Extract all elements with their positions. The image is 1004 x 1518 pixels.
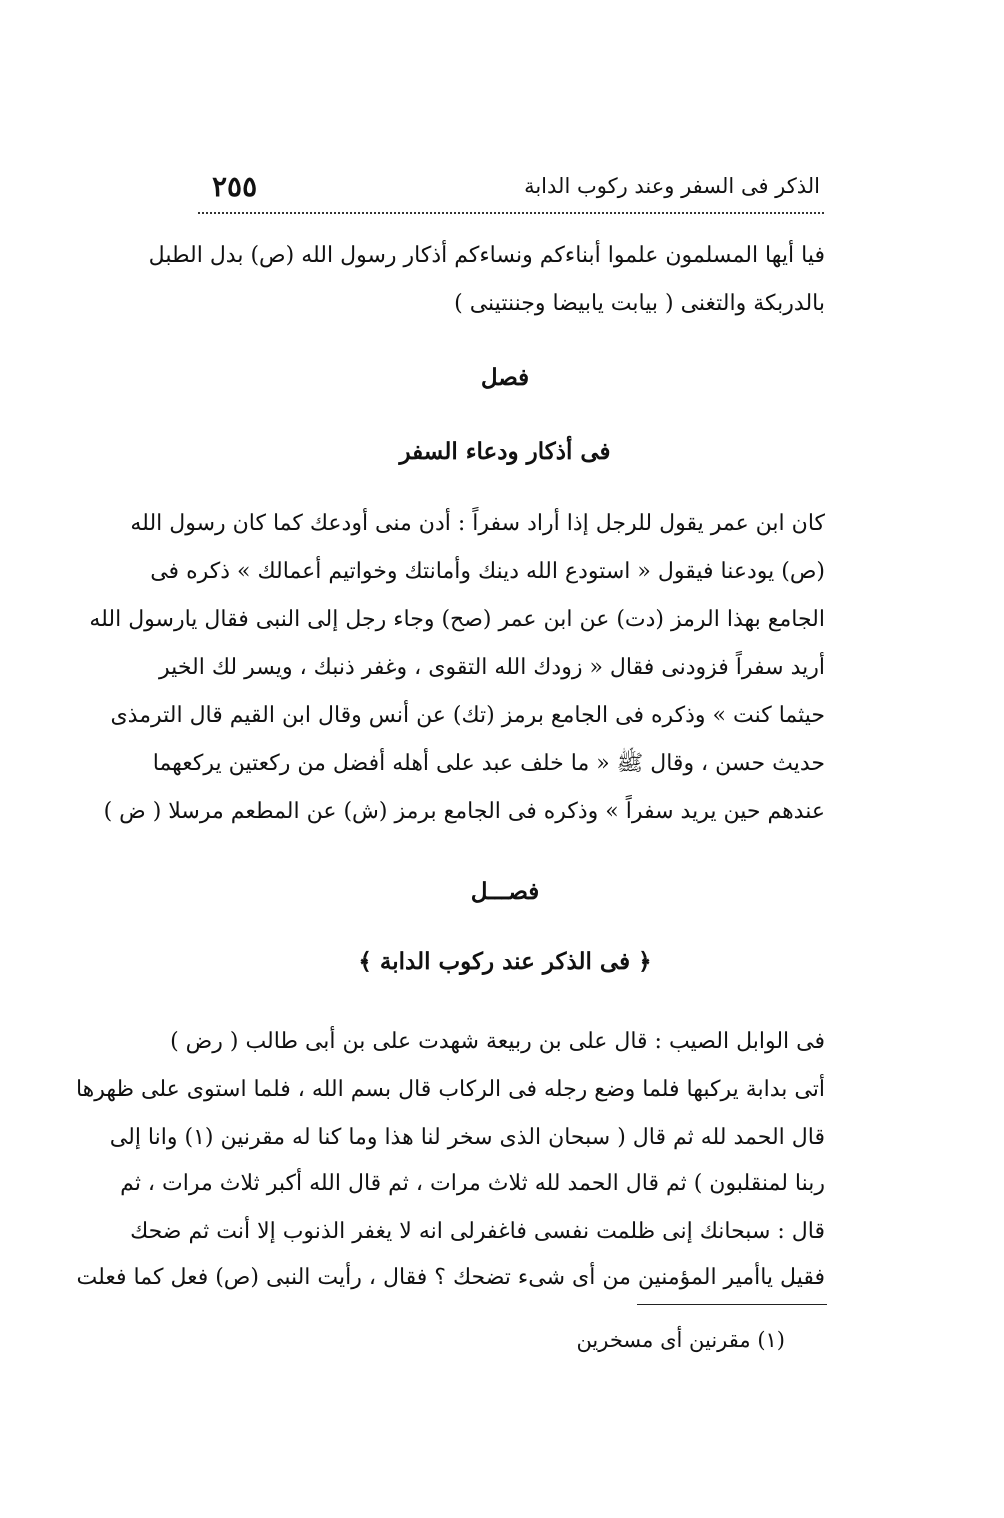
paragraph-line: فى الوابل الصيب : قال على بن ربيعة شهدت على بن أبى طالب ( رض ) (170, 1029, 825, 1054)
paragraph-line: حيثما كنت » وذكره فى الجامع برمز (تك) عن أنس وقال ابن القيم قال الترمذى (110, 703, 825, 728)
paragraph-line: أتى بدابة يركبها فلما وضع رجله فى الركاب قال بسم الله ، فلما استوى على ظهرها (75, 1077, 825, 1102)
header-divider (198, 212, 824, 214)
paragraph-line: حديث حسن ، وقال ﷺ « ما خلف عبد على أهله أفضل من ركعتين يركعهما (152, 751, 825, 776)
paragraph-line: عندهم حين يريد سفراً » وذكره فى الجامع برمز (ش) عن المطعم مرسلا ( ض ) (103, 799, 825, 824)
paragraph-line: قال : سبحانك إنى ظلمت نفسى فاغفرلى انه لا يغفر الذنوب إلا أنت ثم ضحك (130, 1219, 825, 1244)
section-subtitle: فى أذكار ودعاء السفر (399, 438, 611, 465)
paragraph-line: ربنا لمنقلبون ) ثم قال الحمد لله ثلاث مرات ، ثم قال الله أكبر ثلاث مرات ، ثم (120, 1171, 825, 1196)
section-title: فصـــل (470, 878, 540, 905)
footnote-divider (637, 1304, 827, 1305)
paragraph-line: (ص) يودعنا فيقول « استودع الله دينك وأمانتك وخواتيم أعمالك » ذكره فى (150, 559, 825, 584)
page-header (200, 170, 820, 210)
footnote: (١) مقرنين أى مسخرين (576, 1328, 785, 1352)
paragraph-line: قال الحمد لله ثم قال ( سبحان الذى سخر لنا هذا وما كنا له مقرنين (١) وانا إلى (109, 1125, 825, 1150)
paragraph-line: فقيل ياأمير المؤمنين من أى شىء تضحك ؟ فقال ، رأيت النبى (ص) فعل كما فعلت (76, 1265, 825, 1290)
section-title: فصل (480, 364, 530, 391)
running-title: الذكر فى السفر وعند ركوب الدابة (524, 174, 820, 198)
paragraph-line: كان ابن عمر يقول للرجل إذا أراد سفراً : أدن منى أودعك كما كان رسول الله (130, 511, 825, 536)
page-number: ٢٥٥ (212, 170, 258, 203)
intro-line: فيا أيها المسلمون علموا أبناءكم ونساءكم أذكار رسول الله (ص) بدل الطبل (148, 243, 825, 268)
section-subtitle: ﴿ فى الذكر عند ركوب الدابة ﴾ (358, 948, 652, 975)
paragraph-line: الجامع بهذا الرمز (دت) عن ابن عمر (صح) وجاء رجل إلى النبى فقال يارسول الله (89, 607, 825, 632)
paragraph-line: أريد سفراً فزودنى فقال « زودك الله التقوى ، وغفر ذنبك ، ويسر لك الخير (159, 655, 825, 680)
intro-line: بالدربكة والتغنى ( بيابت يابيضا وجننتينى ) (454, 291, 825, 316)
